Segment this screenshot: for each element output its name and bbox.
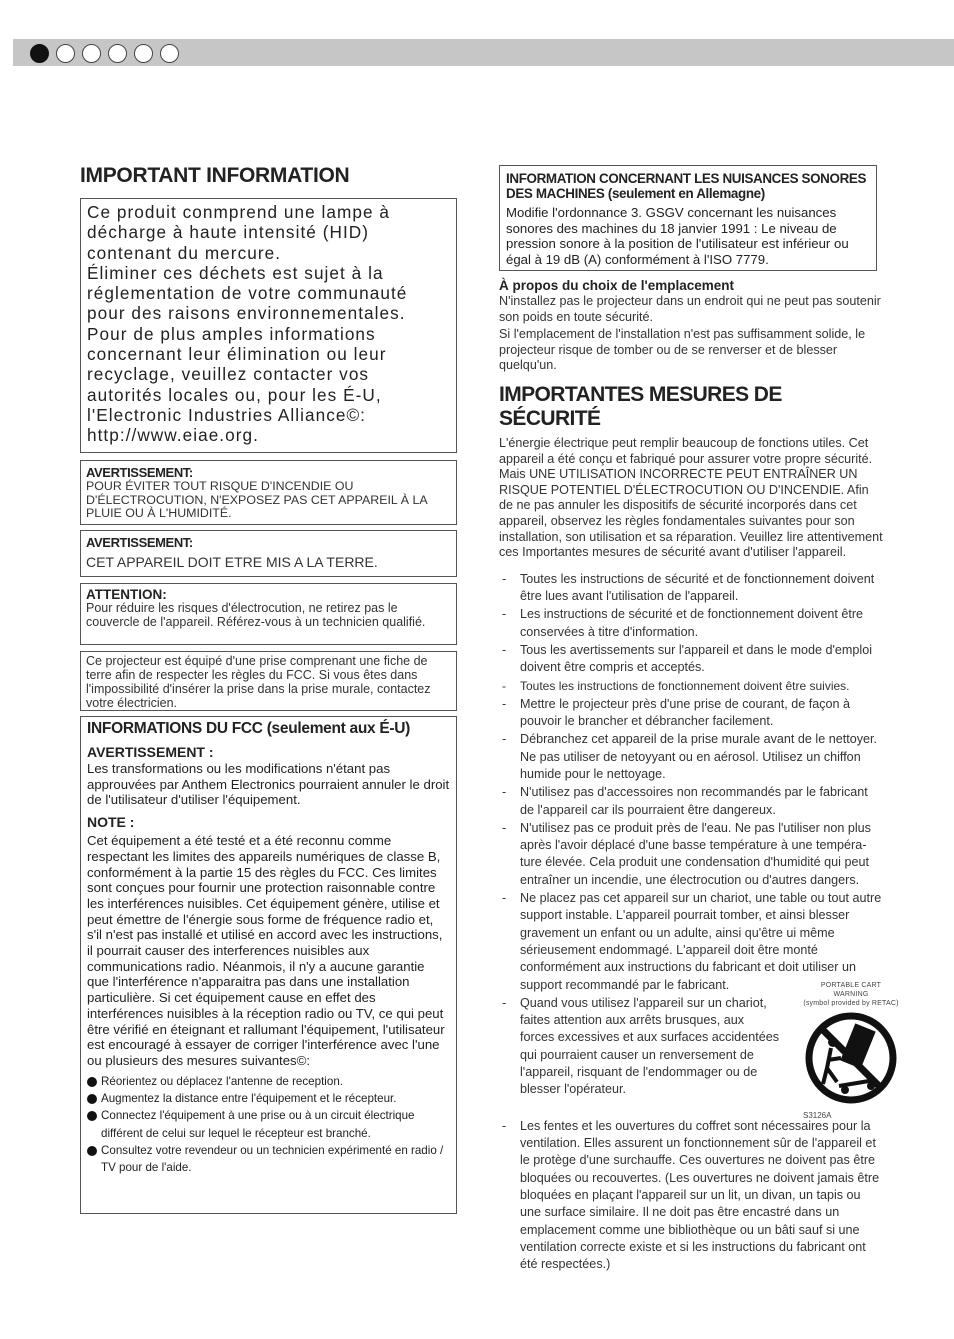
location-text-1: N'installez pas le projecteur dans un endroit qui ne peut pas soutenir son poids en toute sécurité. — [499, 294, 881, 324]
list-item: - Débranchez cet appareil de la prise murale avant de le nettoyer. Ne pas utiliser de netoyyant ou en aérosol. Utilisez un chiffon humide pour le nettoyage. — [499, 731, 885, 783]
mercury-notice-box — [80, 198, 457, 453]
location-text-2: Si l'emplacement de l'installation n'est pas suffisamment solide, le projecteur risque de tomber ou de se renverser et de blesser quelqu'un. — [499, 327, 866, 373]
warning-moisture-text: POUR ÉVITER TOUT RISQUE D'INCENDIE OU D'ÉLECTROCUTION, N'EXPOSEZ PAS CET APPAREIL À LA PLUIE OU À L'HUMIDITÉ. — [86, 479, 427, 521]
grounding-plug-box — [80, 651, 457, 711]
left-column — [80, 164, 457, 1214]
list-item-cart — [499, 981, 899, 1120]
page-dot — [56, 44, 75, 63]
warning-moisture-title: AVERTISSEMENT: — [86, 465, 193, 480]
important-information-title: IMPORTANT INFORMATION — [80, 164, 350, 187]
safety-instructions-list — [499, 571, 899, 1274]
page-dot-active — [30, 44, 49, 63]
warning-earth-title: AVERTISSEMENT: — [86, 535, 193, 550]
noise-information-box — [499, 165, 877, 271]
noise-text: Modifie l'ordonnance 3. GSGV concernant les nuisances sonores des machines du 18 janvier 1991 : Le niveau de pression sonore à la position de l'utilisateur est inférieur ou égal à 19 dB (A) conformément à l'ISO 7779. — [506, 205, 849, 268]
page-dot — [134, 44, 153, 63]
cart-caption-title: PORTABLE CART WARNING — [820, 981, 882, 998]
noise-title: INFORMATION CONCERNANT LES NUISANCES SONORES DES MACHINES (seulement en Allemagne) — [506, 171, 867, 201]
safety-measures-title: IMPORTANTES MESURES DE SÉCURITÉ — [499, 382, 782, 430]
cart-warning-figure — [803, 981, 899, 1113]
cart-caption-source: (symbol provided by RETAC) — [803, 999, 899, 1007]
list-item: - Les instructions de sécurité et de fonctionnement doivent être conservées à titre d'information. — [499, 606, 885, 641]
warning-earth-text: CET APPAREIL DOIT ETRE MIS A LA TERRE. — [86, 554, 378, 570]
safety-intro-text: L'énergie électrique peut remplir beaucoup de fonctions utiles. Cet appareil a été conçu et fabriqué pour assurer votre propre sécurité. Mais UNE UTILISATION INCORRECTE PEUT ENTRAÎNER UN RISQUE POTENTIEL D'ÉLECTROCUTION OU D'INCENDIE. Afin de ne pas annuler les dispositifs de sécurité incorporés dans cet appareil, observez les règles fondamentales suivantes pour son installation, son utilisation et sa réparation. Veuillez lire attentivement ces Importantes mesures de sécurité avant d'utiliser l'appareil. — [499, 435, 883, 560]
cart-warning-block — [520, 981, 899, 1120]
fcc-measures-list — [87, 1073, 450, 1177]
fcc-information-box — [80, 716, 457, 1214]
warning-earth-box — [80, 530, 457, 577]
list-item: - Ne placez pas cet appareil sur un chariot, une table ou tout autre support instable. L'appareil pourrait tomber, et ainsi blesser gravement un enfant ou un adulte, ainsi qu'être ui même sérieusement endommagé. L'appareil doit être monté conformément aux instructions du fabricant et doit utiliser un support recommandé par le fabricant. — [499, 890, 885, 994]
list-item: - Mettre le projecteur près d'une prise de courant, de façon à pouvoir le brancher et débrancher facilement. — [499, 696, 885, 731]
list-item: Augmentez la distance entre l'équipement et le récepteur. — [87, 1090, 450, 1107]
attention-title: ATTENTION: — [86, 587, 167, 602]
attention-box — [80, 583, 457, 645]
cart-warning-text: - Quand vous utilisez l'appareil sur un chariot, faites attention aux arrêts brusques, aux forces excessives et aux surfaces accidentées qui pourraient causer un renversement de l'appareil, risquant de l'endommager ou de blesser l'opérateur. — [520, 995, 779, 1097]
list-item: Consultez votre revendeur ou un technicien expérimenté en radio / TV pour de l'aide. — [87, 1142, 450, 1177]
page-dot — [108, 44, 127, 63]
list-item: Connectez l'équipement à une prise ou à un circuit électrique différent de celui sur lequel le récepteur est branché. — [87, 1107, 450, 1142]
grounding-plug-text: Ce projecteur est équipé d'une prise comprenant une fiche de terre afin de respecter les règles du FCC. Si vous êtes dans l'impossibilité d'insérer la prise dans la prise murale, contactez votre électricien. — [86, 654, 431, 710]
attention-text: Pour réduire les risques d'électrocution, ne retirez pas le couvercle de l'appareil. Référez-vous à un technicien qualifié. — [86, 601, 426, 629]
cart-symbol-code: S3126A — [803, 1110, 832, 1120]
fcc-title: INFORMATIONS DU FCC (seulement aux É-U) — [87, 720, 411, 737]
list-item: - Toutes les instructions de fonctionnement doivent être suivies. — [499, 678, 885, 695]
list-item: - N'utilisez pas d'accessoires non recommandés par le fabricant de l'appareil car ils pourraient être dangereux. — [499, 784, 885, 819]
mercury-notice-text: Ce produit conmprend une lampe à décharge à haute intensité (HID) contenant du mercure. Éliminer ces déchets est sujet à la réglementation de votre communauté pour des raisons environnementales. Pour de plus amples informations concernant leur élimination ou leur recyclage, veuillez contacter vos autorités locales ou, pour les É-U, l'Electronic Industries Alliance©: http://www.eiae.org. — [87, 202, 408, 446]
list-item: Réorientez ou déplacez l'antenne de reception. — [87, 1073, 450, 1090]
tipping-cart-icon — [803, 1008, 899, 1108]
fcc-warning-title: AVERTISSEMENT : — [87, 744, 214, 760]
page-indicator — [30, 44, 179, 63]
list-item: - Toutes les instructions de sécurité et de fonctionnement doivent être lues avant l'utilisation de l'appareil. — [499, 571, 885, 606]
list-item: - Les fentes et les ouvertures du coffret sont nécessaires pour la ventilation. Elles assurent un fonctionnement sûr de l'appareil et le protège d'une surchauffe. Ces ouvertures ne doivent pas être bloquées ou recouvertes. (Les ouvertures ne doivent jamais être bloquées en plaçant l'appareil sur un lit, un divan, un tapis ou une surface similaire. Il ne doit pas être encastré dans un emplacement comme une bibliothèque ou un bâti sauf si une ventilation correcte existe et si les instructions du fabricant ont été respectées.) — [499, 1118, 885, 1274]
page-dot — [82, 44, 101, 63]
list-item: - Tous les avertissements sur l'appareil et dans le mode d'emploi doivent être compris et acceptés. — [499, 642, 885, 677]
fcc-note-text: Cet équipement a été testé et a été reconnu comme respectant les limites des appareils numériques de classe B, conformément à la partie 15 des règles du FCC. Ces limites sont conçues pour fournir une protection raisonnable contre les interférences nuisibles. Cet équipement génère, utilise et peut émettre de l'énergie sous forme de fréquence radio et, s'il n'est pas installé et utilisé en accord avec les instructions, il pourrait causer des interferences nuisibles aux communications radio. Néanmois, il n'y a aucune garantie que l'interférence n'apparaitra pas dans une installation particulière. Si cet équipement cause en effet des interférences nuisibles à la réception radio ou TV, ce qui peut être vérifié en éteignant et rallumant l'équipement, l'utilisateur est encouragé à essayer de corriger l'interférence avec l'une ou plusieurs des mesures suivantes©: — [87, 833, 445, 1068]
fcc-note-title: NOTE : — [87, 814, 135, 831]
right-column — [499, 165, 899, 1274]
warning-moisture-box — [80, 460, 457, 525]
page-dot — [160, 44, 179, 63]
list-item: - N'utilisez pas ce produit près de l'eau. Ne pas l'utiliser non plus après l'avoir déplacé d'une basse température à une tempéra-ture élevée. Cela produit une condensation d'humidité qui peut entraîner un incendie, une électrocution ou d'autres dangers. — [499, 820, 885, 889]
fcc-warning-text: Les transformations ou les modifications n'étant pas approuvées par Anthem Electronics pourraient annuler le droit de l'utilisateur d'utiliser l'équipement. — [87, 761, 450, 808]
location-title: À propos du choix de l'emplacement — [499, 278, 735, 293]
